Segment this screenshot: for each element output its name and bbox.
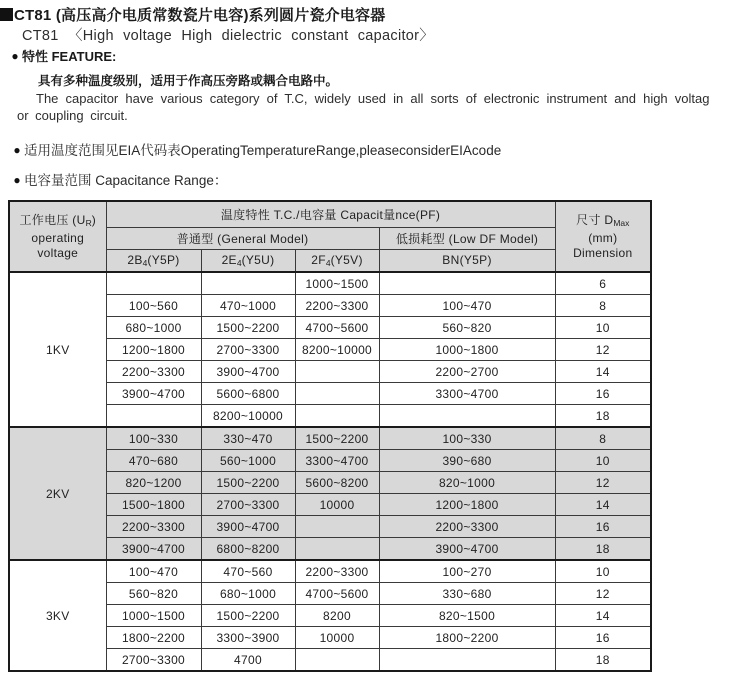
capacitance-cell: 3300~4700	[295, 450, 379, 472]
capacitance-cell	[295, 516, 379, 538]
capacitance-cell: 2200~3300	[106, 361, 201, 383]
capacitance-cell: 390~680	[379, 450, 555, 472]
capacitance-cell: 1000~1500	[106, 605, 201, 627]
dimension-header-line3: Dimension	[573, 245, 633, 260]
temp-range-note: 适用温度范围见EIA代码表OperatingTemperatureRange,pleaseconsiderEIAcode	[24, 143, 502, 158]
dimension-cell: 18	[555, 405, 651, 428]
dimension-column-header	[555, 201, 651, 272]
capacitance-cell: 100~270	[379, 560, 555, 583]
temp-range-note-row	[10, 143, 747, 159]
capacitance-cell: 1200~1800	[106, 339, 201, 361]
capacitance-cell: 100~330	[106, 427, 201, 450]
capacitance-cell: 3300~3900	[201, 627, 295, 649]
capacitance-cell: 10000	[295, 494, 379, 516]
tc-col-header-2f4: $2F_4(Y5V)$	[295, 250, 379, 273]
capacitance-cell: 10000	[295, 627, 379, 649]
tc-col-header-2b4: $2B_4(Y5P)$	[106, 250, 201, 273]
capacitance-cell: 1000~1500	[295, 272, 379, 295]
capacitance-cell: 3900~4700	[201, 516, 295, 538]
capacitance-cell: 470~560	[201, 560, 295, 583]
capacitance-cell: 1500~2200	[295, 427, 379, 450]
table-row	[9, 427, 651, 450]
capacitance-cell: 2200~3300	[295, 560, 379, 583]
capacitance-cell: 1500~1800	[106, 494, 201, 516]
dimension-cell: 8	[555, 295, 651, 317]
table-row	[9, 560, 651, 583]
table-header-row	[9, 228, 651, 250]
voltage-column-header	[9, 201, 106, 272]
capacitance-cell: 4700	[201, 649, 295, 672]
capacitance-cell: 2200~3300	[295, 295, 379, 317]
bullet-icon: ●	[13, 143, 21, 157]
table-row	[9, 583, 651, 605]
capacitance-cell: 100~470	[379, 295, 555, 317]
table-row	[9, 494, 651, 516]
capacitance-cell	[106, 272, 201, 295]
capacitance-cell	[295, 361, 379, 383]
doc-title-row	[0, 5, 747, 24]
dimension-cell: 14	[555, 361, 651, 383]
low-df-model-header: 低损耗型 (Low DF Model)	[379, 228, 555, 250]
dimension-cell: 10	[555, 317, 651, 339]
voltage-cell-2kv: 2KV	[9, 427, 106, 560]
dimension-cell: 18	[555, 649, 651, 672]
capacitance-cell: 6800~8200	[201, 538, 295, 561]
voltage-cell-1kv: 1KV	[9, 272, 106, 427]
capacitance-cell: 2700~3300	[201, 494, 295, 516]
table-header-row	[9, 201, 651, 228]
capacitance-cell: 820~1200	[106, 472, 201, 494]
capacitance-cell	[379, 405, 555, 428]
dimension-cell: 6	[555, 272, 651, 295]
dimension-cell: 14	[555, 494, 651, 516]
capacitance-table	[8, 200, 652, 672]
table-header-row	[9, 250, 651, 273]
capacitance-cell: 330~470	[201, 427, 295, 450]
table-row	[9, 649, 651, 672]
capacitance-cell: 1500~2200	[201, 605, 295, 627]
table-row	[9, 295, 651, 317]
capacitance-cell: 560~820	[106, 583, 201, 605]
capacitance-cell: 560~1000	[201, 450, 295, 472]
capacitance-cell: 3900~4700	[379, 538, 555, 561]
capacitance-cell: 820~1500	[379, 605, 555, 627]
table-row	[9, 405, 651, 428]
dimension-cell: 12	[555, 472, 651, 494]
capacitance-cell: 1500~2200	[201, 317, 295, 339]
capacitance-cell: 100~330	[379, 427, 555, 450]
voltage-header-line2: operating	[31, 230, 85, 245]
table-row	[9, 317, 651, 339]
capacitance-cell	[106, 405, 201, 428]
capacitance-cell: 1500~2200	[201, 472, 295, 494]
capacitance-cell: 100~560	[106, 295, 201, 317]
capacitance-cell	[379, 272, 555, 295]
capacitance-cell: 1200~1800	[379, 494, 555, 516]
capacitance-cell: 1000~1800	[379, 339, 555, 361]
feature-heading-row	[8, 49, 747, 64]
capacitance-cell: 8200~10000	[295, 339, 379, 361]
capacitance-cell: 3300~4700	[379, 383, 555, 405]
capacitance-cell: 2700~3300	[106, 649, 201, 672]
capacitance-cell: 1800~2200	[379, 627, 555, 649]
capacitance-cell	[295, 649, 379, 672]
dimension-cell: 12	[555, 583, 651, 605]
feature-desc-en-line1: The capacitor have various category of T.C, widely used in all sorts of electronic instrument and high voltag	[36, 91, 710, 106]
voltage-header-line3: voltage	[37, 245, 79, 260]
dimension-cell: 16	[555, 383, 651, 405]
capacitance-cell: 560~820	[379, 317, 555, 339]
dimension-cell: 16	[555, 516, 651, 538]
dimension-header-line1: 尺寸 $D_{Max}$	[576, 212, 630, 228]
capacitance-cell: 4700~5600	[295, 317, 379, 339]
capacitance-cell: 680~1000	[201, 583, 295, 605]
capacitance-cell: 8200~10000	[201, 405, 295, 428]
capacitance-cell: 820~1000	[379, 472, 555, 494]
tc-group-header: 温度特性 T.C./电容量 Capacit量nce(PF)	[106, 201, 555, 228]
table-row	[9, 472, 651, 494]
capacitance-range-heading: 电容量范围 Capacitance Range：	[24, 173, 228, 188]
table-row	[9, 627, 651, 649]
capacitance-cell: 3900~4700	[106, 383, 201, 405]
table-row	[9, 272, 651, 295]
table-row	[9, 605, 651, 627]
capacitance-cell	[295, 538, 379, 561]
table-row	[9, 361, 651, 383]
capacitance-cell: 3900~4700	[201, 361, 295, 383]
dimension-header-line2: (mm)	[588, 230, 618, 245]
table-row	[9, 383, 651, 405]
bullet-icon: ●	[11, 49, 19, 63]
feature-desc-cn: 具有多种温度级别，适用于作高压旁路或耦合电路中。	[38, 74, 339, 88]
capacitance-cell: 100~470	[106, 560, 201, 583]
dimension-cell: 10	[555, 560, 651, 583]
capacitance-cell: 330~680	[379, 583, 555, 605]
dimension-cell: 8	[555, 427, 651, 450]
general-model-header: 普通型 (General Model)	[106, 228, 379, 250]
dimension-cell: 18	[555, 538, 651, 561]
table-row	[9, 339, 651, 361]
section-marker-icon	[0, 8, 13, 21]
dimension-cell: 14	[555, 605, 651, 627]
capacitance-cell: 470~680	[106, 450, 201, 472]
dimension-cell: 16	[555, 627, 651, 649]
feature-desc-en-line2: or coupling circuit.	[17, 108, 128, 123]
dimension-cell: 12	[555, 339, 651, 361]
dimension-cell: 10	[555, 450, 651, 472]
capacitance-cell	[379, 649, 555, 672]
table-row	[9, 538, 651, 561]
capacitance-cell	[201, 272, 295, 295]
capacitance-cell: 470~1000	[201, 295, 295, 317]
bullet-icon: ●	[13, 173, 21, 187]
voltage-header-line1: 工作电压 $(U_R)$	[19, 212, 97, 228]
capacitance-cell	[295, 405, 379, 428]
doc-title-en: CT81 〈High voltage High dielectric constant capacitor〉	[22, 28, 435, 44]
capacitance-cell: 680~1000	[106, 317, 201, 339]
feature-heading: 特性 FEATURE:	[22, 49, 117, 64]
capacitance-cell: 2200~3300	[106, 516, 201, 538]
capacitance-cell: 2200~3300	[379, 516, 555, 538]
capacitance-cell	[295, 383, 379, 405]
capacitance-cell: 2200~2700	[379, 361, 555, 383]
tc-col-header-bn: BN(Y5P)	[379, 250, 555, 273]
capacitance-cell: 3900~4700	[106, 538, 201, 561]
table-row	[9, 450, 651, 472]
capacitance-cell: 8200	[295, 605, 379, 627]
capacitance-range-heading-row	[10, 173, 747, 189]
tc-col-header-2e4: $2E_4(Y5U)$	[201, 250, 295, 273]
table-row	[9, 516, 651, 538]
capacitance-cell: 5600~8200	[295, 472, 379, 494]
capacitance-cell: 5600~6800	[201, 383, 295, 405]
doc-title-cn: CT81 (高压高介电质常数瓷片电容)系列圆片瓷介电容器	[14, 7, 386, 24]
capacitance-cell: 2700~3300	[201, 339, 295, 361]
voltage-cell-3kv: 3KV	[9, 560, 106, 671]
capacitance-cell: 1800~2200	[106, 627, 201, 649]
capacitance-cell: 4700~5600	[295, 583, 379, 605]
